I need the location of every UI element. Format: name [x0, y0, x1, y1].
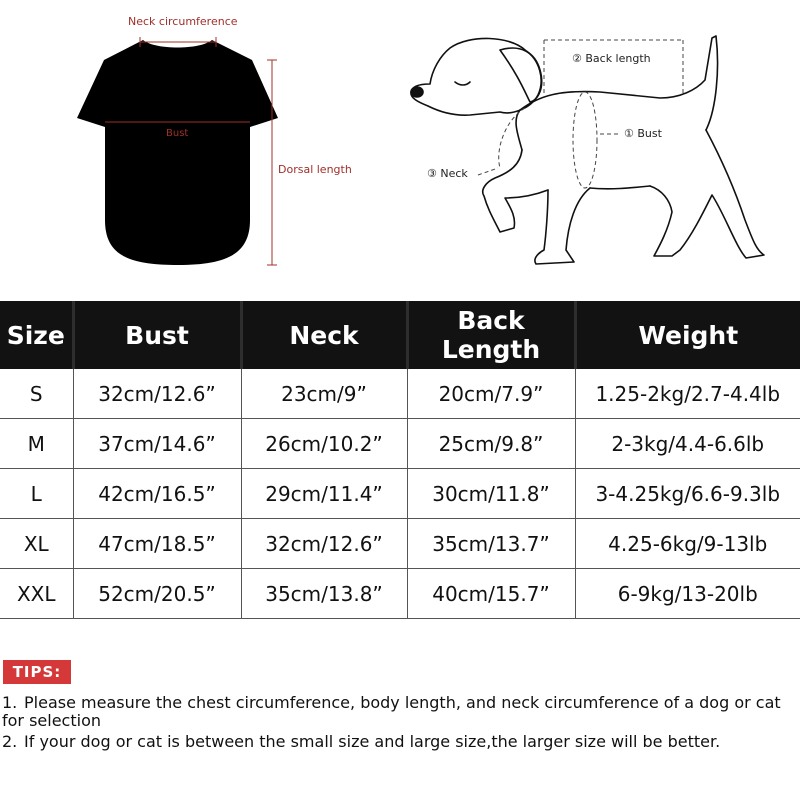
size-cell: XL — [0, 519, 73, 569]
size-cell: S — [0, 369, 73, 419]
size-cell: L — [0, 469, 73, 519]
tip-item-2 — [2, 733, 720, 751]
dog-bust-label: ① Bust — [624, 127, 662, 140]
weight-cell: 1.25-2kg/2.7-4.4lb — [575, 369, 800, 419]
bust-cell: 32cm/12.6” — [73, 369, 241, 419]
header-neck: Neck — [241, 301, 407, 369]
measurement-diagram — [0, 0, 800, 290]
table-row — [0, 469, 800, 519]
size-cell: M — [0, 419, 73, 469]
bust-cell: 37cm/14.6” — [73, 419, 241, 469]
table-header-row — [0, 301, 800, 369]
neck-dash — [499, 108, 525, 168]
back-length-cell: 30cm/11.8” — [407, 469, 575, 519]
tip-number: 2. — [2, 732, 18, 751]
weight-cell: 2-3kg/4.4-6.6lb — [575, 419, 800, 469]
table-row — [0, 369, 800, 419]
neck-circumference-label: Neck circumference — [128, 15, 238, 28]
size-chart-table — [0, 301, 800, 619]
shirt-bust-label: Bust — [166, 128, 189, 139]
weight-cell: 6-9kg/13-20lb — [575, 569, 800, 619]
neck-cell: 23cm/9” — [241, 369, 407, 419]
tip-item-1 — [2, 694, 800, 730]
neck-cell: 26cm/10.2” — [241, 419, 407, 469]
dog-outline — [411, 36, 764, 264]
back-length-cell: 25cm/9.8” — [407, 419, 575, 469]
tip-number: 1. — [2, 693, 18, 712]
weight-cell: 4.25-6kg/9-13lb — [575, 519, 800, 569]
table-row — [0, 519, 800, 569]
bust-cell: 52cm/20.5” — [73, 569, 241, 619]
header-size: Size — [0, 301, 73, 369]
diagram-svg — [0, 0, 800, 290]
bust-cell: 42cm/16.5” — [73, 469, 241, 519]
header-back-length: Back Length — [407, 301, 575, 369]
table-row — [0, 419, 800, 469]
neck-cell: 35cm/13.8” — [241, 569, 407, 619]
header-bust: Bust — [73, 301, 241, 369]
tip-text: Please measure the chest circumference, body length, and neck circumference of a dog or cat for selection — [2, 693, 781, 730]
back-length-cell: 20cm/7.9” — [407, 369, 575, 419]
back-length-label: ② Back length — [572, 52, 651, 65]
neck-cell: 29cm/11.4” — [241, 469, 407, 519]
dog-neck-label: ③ Neck — [427, 167, 468, 180]
neck-cell: 32cm/12.6” — [241, 519, 407, 569]
dorsal-length-label: Dorsal length — [278, 163, 352, 176]
header-weight: Weight — [575, 301, 800, 369]
bust-cell: 47cm/18.5” — [73, 519, 241, 569]
shirt-silhouette — [77, 40, 278, 265]
tip-text: If your dog or cat is between the small size and large size,the larger size will be better. — [24, 732, 721, 751]
back-length-cell: 40cm/15.7” — [407, 569, 575, 619]
table-row — [0, 569, 800, 619]
size-cell: XXL — [0, 569, 73, 619]
tips-badge: TIPS: — [3, 660, 71, 684]
weight-cell: 3-4.25kg/6.6-9.3lb — [575, 469, 800, 519]
back-length-cell: 35cm/13.7” — [407, 519, 575, 569]
bust-dash — [573, 92, 597, 188]
